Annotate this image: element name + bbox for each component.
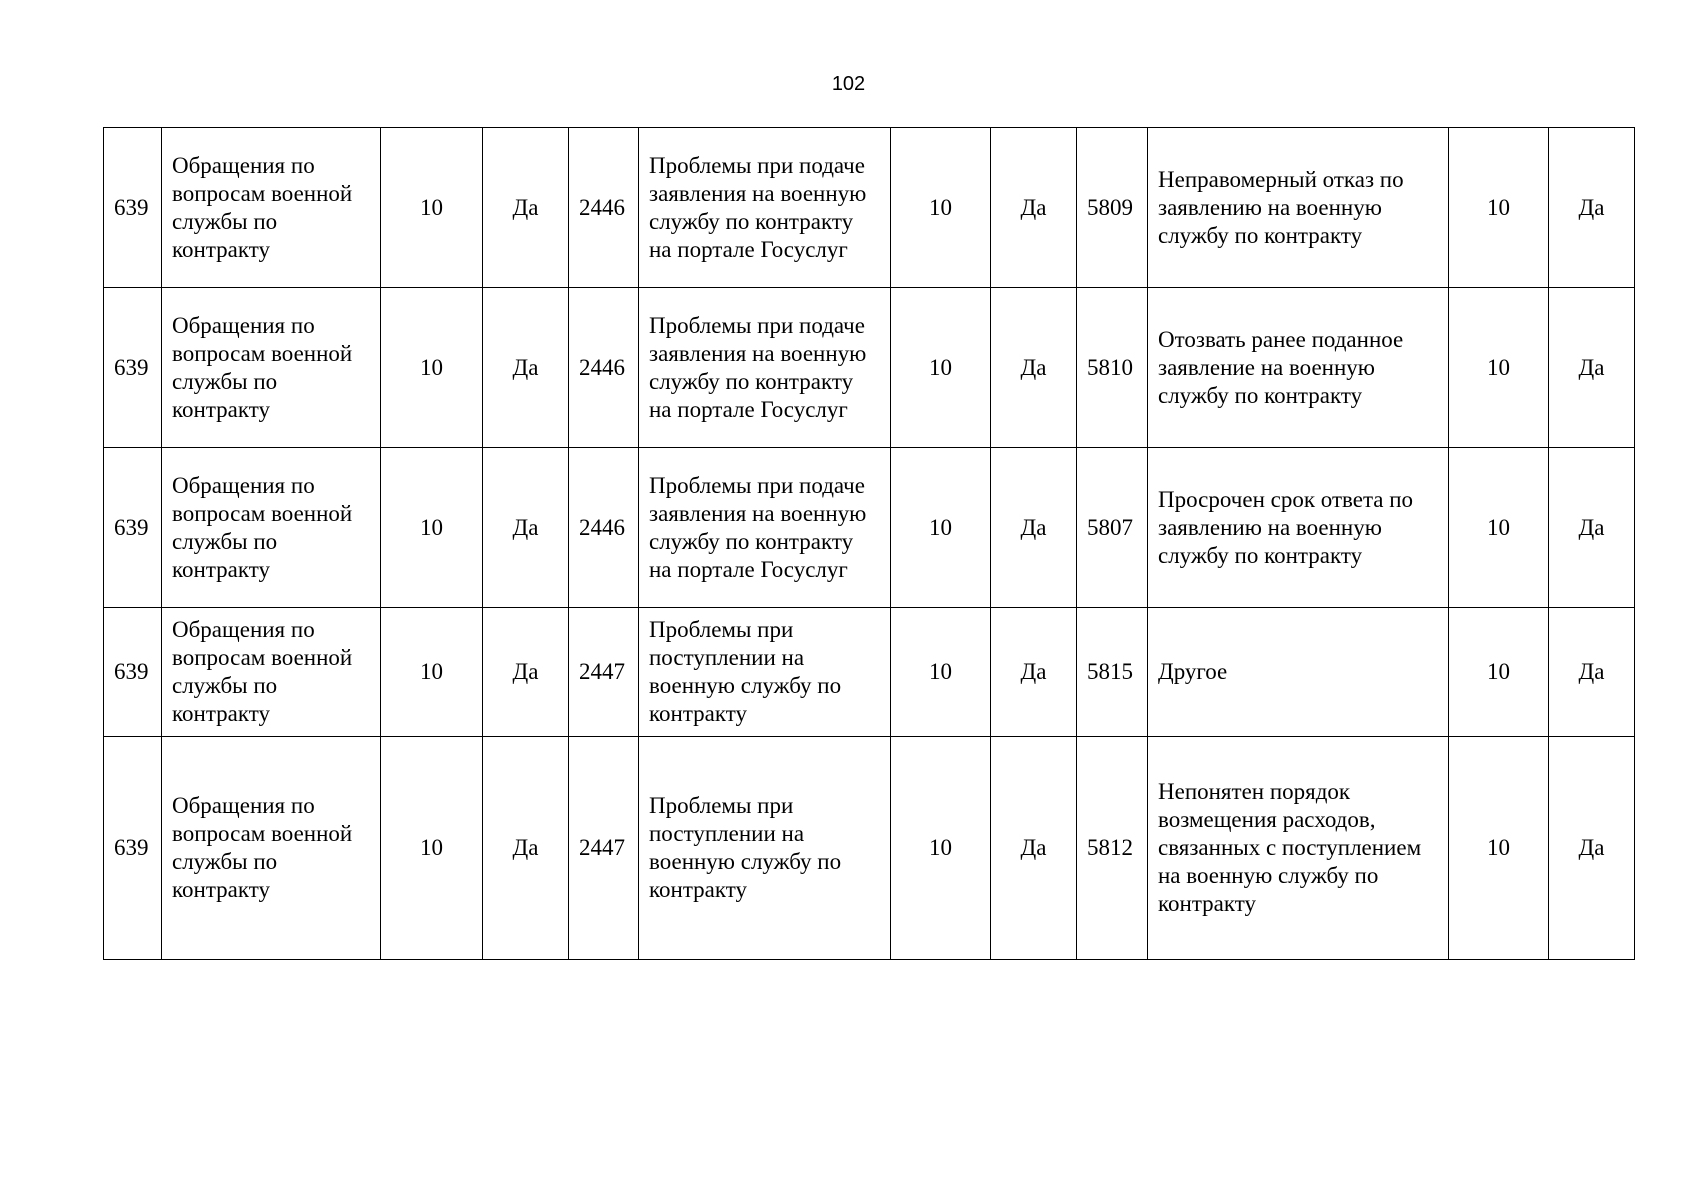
subtopic-code-cell: 2446 bbox=[569, 288, 639, 448]
issue-name-cell: Отозвать ранее поданное заявление на военную службу по контракту bbox=[1148, 288, 1449, 448]
issue-term-cell: 10 bbox=[1449, 448, 1549, 608]
issue-term-cell: 10 bbox=[1449, 608, 1549, 737]
issue-code-cell: 5812 bbox=[1077, 737, 1148, 960]
table-row bbox=[104, 128, 1635, 288]
subtopic-code-cell: 2446 bbox=[569, 128, 639, 288]
issue-code-cell: 5809 bbox=[1077, 128, 1148, 288]
table-row bbox=[104, 608, 1635, 737]
issue-flag-cell: Да bbox=[1549, 288, 1635, 448]
issue-term-cell: 10 bbox=[1449, 128, 1549, 288]
topic-code-cell: 639 bbox=[104, 737, 162, 960]
topic-name-cell: Обращения по вопросам военной службы по контракту bbox=[162, 608, 381, 737]
topic-name-cell: Обращения по вопросам военной службы по контракту bbox=[162, 128, 381, 288]
issue-code-cell: 5815 bbox=[1077, 608, 1148, 737]
subtopic-flag-cell: Да bbox=[991, 737, 1077, 960]
issue-flag-cell: Да bbox=[1549, 128, 1635, 288]
subtopic-flag-cell: Да bbox=[991, 128, 1077, 288]
topic-flag-cell: Да bbox=[483, 448, 569, 608]
topic-term-cell: 10 bbox=[381, 737, 483, 960]
topic-term-cell: 10 bbox=[381, 288, 483, 448]
issue-flag-cell: Да bbox=[1549, 448, 1635, 608]
issue-term-cell: 10 bbox=[1449, 737, 1549, 960]
subtopic-flag-cell: Да bbox=[991, 448, 1077, 608]
classifier-table bbox=[103, 127, 1635, 960]
table-row bbox=[104, 288, 1635, 448]
topic-name-cell: Обращения по вопросам военной службы по контракту bbox=[162, 448, 381, 608]
issue-code-cell: 5810 bbox=[1077, 288, 1148, 448]
page-number: 102 bbox=[831, 73, 866, 95]
issue-name-cell: Неправомерный отказ по заявлению на военную службу по контракту bbox=[1148, 128, 1449, 288]
topic-flag-cell: Да bbox=[483, 737, 569, 960]
topic-code-cell: 639 bbox=[104, 128, 162, 288]
topic-code-cell: 639 bbox=[104, 448, 162, 608]
subtopic-name-cell: Проблемы при поступлении на военную службу по контракту bbox=[639, 737, 891, 960]
issue-name-cell: Другое bbox=[1148, 608, 1449, 737]
issue-name-cell: Просрочен срок ответа по заявлению на военную службу по контракту bbox=[1148, 448, 1449, 608]
topic-term-cell: 10 bbox=[381, 128, 483, 288]
issue-name-cell: Непонятен порядок возмещения расходов, связанных с поступлением на военную службу по контракту bbox=[1148, 737, 1449, 960]
subtopic-term-cell: 10 bbox=[891, 608, 991, 737]
subtopic-flag-cell: Да bbox=[991, 608, 1077, 737]
issue-term-cell: 10 bbox=[1449, 288, 1549, 448]
topic-name-cell: Обращения по вопросам военной службы по контракту bbox=[162, 288, 381, 448]
topic-flag-cell: Да bbox=[483, 128, 569, 288]
topic-name-cell: Обращения по вопросам военной службы по контракту bbox=[162, 737, 381, 960]
subtopic-term-cell: 10 bbox=[891, 288, 991, 448]
subtopic-name-cell: Проблемы при поступлении на военную службу по контракту bbox=[639, 608, 891, 737]
subtopic-term-cell: 10 bbox=[891, 128, 991, 288]
table-row bbox=[104, 448, 1635, 608]
topic-term-cell: 10 bbox=[381, 448, 483, 608]
subtopic-term-cell: 10 bbox=[891, 737, 991, 960]
table-row bbox=[104, 737, 1635, 960]
topic-term-cell: 10 bbox=[381, 608, 483, 737]
topic-code-cell: 639 bbox=[104, 288, 162, 448]
subtopic-code-cell: 2447 bbox=[569, 737, 639, 960]
subtopic-code-cell: 2446 bbox=[569, 448, 639, 608]
subtopic-name-cell: Проблемы при подаче заявления на военную службу по контракту на портале Госуслуг bbox=[639, 128, 891, 288]
topic-code-cell: 639 bbox=[104, 608, 162, 737]
subtopic-name-cell: Проблемы при подаче заявления на военную службу по контракту на портале Госуслуг bbox=[639, 288, 891, 448]
subtopic-flag-cell: Да bbox=[991, 288, 1077, 448]
subtopic-name-cell: Проблемы при подаче заявления на военную службу по контракту на портале Госуслуг bbox=[639, 448, 891, 608]
subtopic-code-cell: 2447 bbox=[569, 608, 639, 737]
topic-flag-cell: Да bbox=[483, 288, 569, 448]
issue-flag-cell: Да bbox=[1549, 608, 1635, 737]
issue-flag-cell: Да bbox=[1549, 737, 1635, 960]
subtopic-term-cell: 10 bbox=[891, 448, 991, 608]
topic-flag-cell: Да bbox=[483, 608, 569, 737]
issue-code-cell: 5807 bbox=[1077, 448, 1148, 608]
